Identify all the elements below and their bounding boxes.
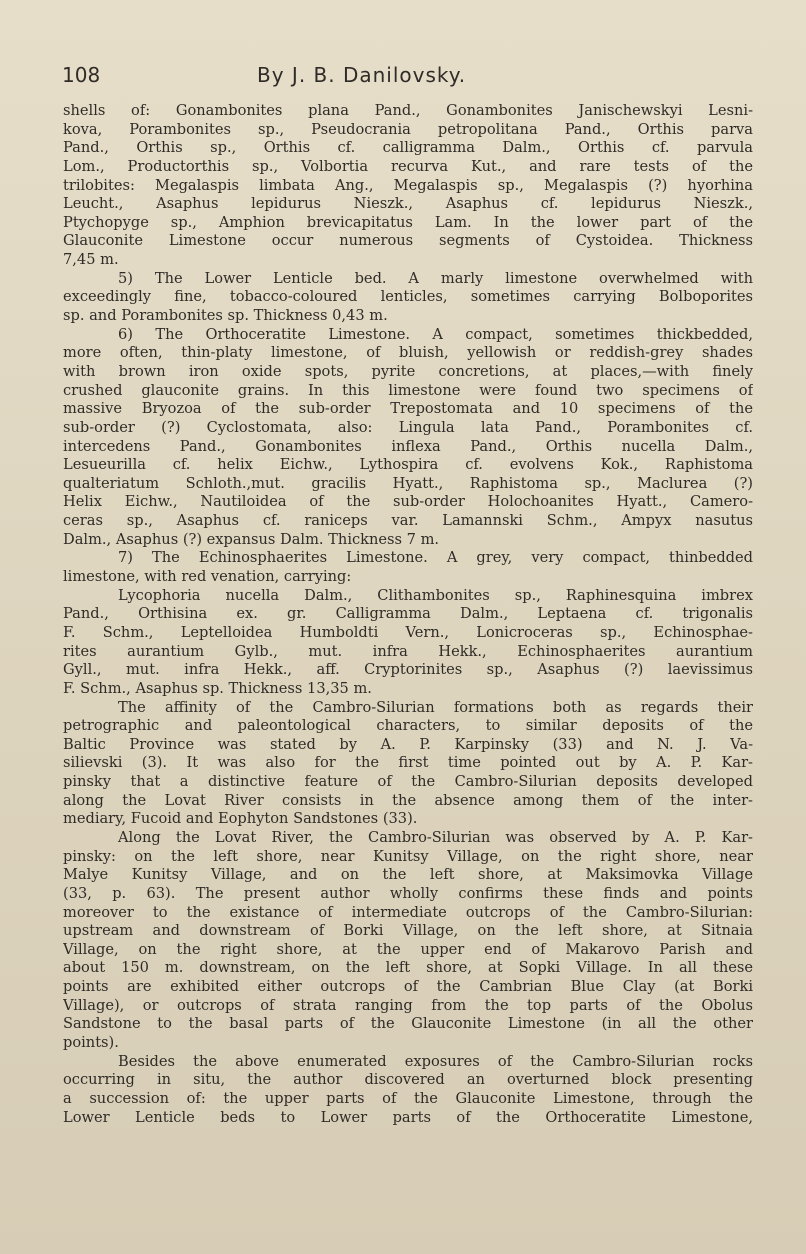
text-line: points). <box>63 1034 119 1052</box>
text-line: moreover to the existance of intermediate outcrops of the Cambro-Silurian: <box>63 903 753 921</box>
text-line: Malye Kunitsy Village, and on the left shore, at Maksimovka Village <box>63 866 753 884</box>
text-line: Village, on the right shore, at the upper end of Makarovo Parish and <box>63 940 753 958</box>
running-head: By J. B. Danilovsky. <box>257 63 467 87</box>
text-line: petrographic and paleontological characters, to similar deposits of the <box>63 717 753 735</box>
text-line: Along the Lovat River, the Cambro-Silurian was observed by A. P. Kar- <box>118 828 753 846</box>
text-line: 7,45 m. <box>63 251 119 269</box>
text-line: Pand., Orthis sp., Orthis cf. calligramma Dalm., Orthis cf. parvula <box>63 139 753 157</box>
text-line: (33, p. 63). The present author wholly confirms these finds and points <box>63 884 753 902</box>
text-line: F. Schm., Asaphus sp. Thickness 13,35 m. <box>63 679 372 697</box>
text-line: 5) The Lower Lenticle bed. A marly limestone overwhelmed with <box>118 269 753 287</box>
text-line: pinsky: on the left shore, near Kunitsy Village, on the right shore, near <box>63 847 753 865</box>
text-line: Helix Eichw., Nautiloidea of the sub-order Holochoanites Hyatt., Camero- <box>63 493 753 511</box>
text-line: Sandstone to the basal parts of the Glauconite Limestone (in all the other <box>63 1015 753 1033</box>
text-line: F. Schm., Leptelloidea Humboldti Vern., Lonicroceras sp., Echinosphae- <box>63 623 753 641</box>
text-line: crushed glauconite grains. In this limestone were found two specimens of <box>63 381 753 399</box>
text-line: ceras sp., Asaphus cf. raniceps var. Lamannski Schm., Ampyx nasutus <box>63 512 753 530</box>
text-line: a succession of: the upper parts of the Glauconite Limestone, through the <box>63 1089 753 1107</box>
text-line: more often, thin-platy limestone, of bluish, yellowish or reddish-grey shades <box>63 344 753 362</box>
text-line: exceedingly fine, tobacco-coloured lenticles, sometimes carrying Bolboporites <box>63 288 753 306</box>
text-line: Glauconite Limestone occur numerous segments of Cystoidea. Thickness <box>63 232 753 250</box>
text-line: sp. and Porambonites sp. Thickness 0,43 m. <box>63 307 388 325</box>
text-line: Lom., Productorthis sp., Volbortia recurva Kut., and rare tests of the <box>63 157 753 175</box>
text-line: Dalm., Asaphus (?) expansus Dalm. Thickness 7 m. <box>63 530 440 548</box>
text-line: limestone, with red venation, carrying: <box>63 568 352 586</box>
text-line: Lycophoria nucella Dalm., Clithambonites sp., Raphinesquina imbrex <box>118 586 753 604</box>
text-line: Lower Lenticle beds to Lower parts of the Orthoceratite Limestone, <box>63 1108 753 1126</box>
text-line: 7) The Echinosphaerites Limestone. A grey, very compact, thinbedded <box>118 549 753 567</box>
text-line: Pand., Orthisina ex. gr. Calligramma Dalm., Leptaena cf. trigonalis <box>63 605 753 623</box>
page-number: 108 <box>62 63 101 87</box>
text-line: upstream and downstream of Borki Village, on the left shore, at Sitnaia <box>63 922 753 940</box>
text-line: Gyll., mut. infra Hekk., aff. Cryptorinites sp., Asaphus (?) laevissimus <box>63 661 753 679</box>
text-line: 6) The Orthoceratite Limestone. A compact, sometimes thickbedded, <box>118 325 753 343</box>
article-body <box>63 102 753 1242</box>
text-line: intercedens Pand., Gonambonites inflexa Pand., Orthis nucella Dalm., <box>63 437 753 455</box>
text-line: pinsky that a distinctive feature of the Cambro-Silurian deposits developed <box>63 773 753 791</box>
text-line: with brown iron oxide spots, pyrite concretions, at places,—with finely <box>63 362 753 380</box>
text-line: Leucht., Asaphus lepidurus Nieszk., Asaphus cf. lepidurus Nieszk., <box>63 195 753 213</box>
text-line: points are exhibited either outcrops of the Cambrian Blue Clay (at Borki <box>63 978 753 996</box>
text-line: mediary, Fucoid and Eophyton Sandstones (33). <box>63 810 418 828</box>
text-line: along the Lovat River consists in the absence among them of the inter- <box>63 791 753 809</box>
text-line: Baltic Province was stated by A. P. Karpinsky (33) and N. J. Va- <box>63 735 753 753</box>
page-header <box>62 58 562 92</box>
text-line: Besides the above enumerated exposures of the Cambro-Silurian rocks <box>118 1052 753 1070</box>
text-line: kova, Porambonites sp., Pseudocrania petropolitana Pand., Orthis parva <box>63 120 753 138</box>
text-line: Village), or outcrops of strata ranging from the top parts of the Obolus <box>63 996 753 1014</box>
text-line: sub-order (?) Cyclostomata, also: Lingula lata Pand., Porambonites cf. <box>63 418 753 436</box>
text-line: occurring in situ, the author discovered an overturned block presenting <box>63 1071 753 1089</box>
text-line: rites aurantium Gylb., mut. infra Hekk., Echinosphaerites aurantium <box>63 642 753 660</box>
text-line: massive Bryozoa of the sub-order Trepostomata and 10 specimens of the <box>63 400 753 418</box>
text-line: about 150 m. downstream, on the left shore, at Sopki Village. In all these <box>63 959 753 977</box>
text-line: shells of: Gonambonites plana Pand., Gonambonites Janischewskyi Lesni- <box>63 102 753 119</box>
text-line: Ptychopyge sp., Amphion brevicapitatus Lam. In the lower part of the <box>63 213 753 231</box>
text-line: Lesueurilla cf. helix Eichw., Lythospira cf. evolvens Kok., Raphistoma <box>63 456 753 474</box>
text-line: trilobites: Megalaspis limbata Ang., Megalaspis sp., Megalaspis (?) hyorhina <box>63 176 753 194</box>
text-line: silievski (3). It was also for the first time pointed out by A. P. Kar- <box>63 754 753 772</box>
text-line: The affinity of the Cambro-Silurian formations both as regards their <box>118 698 753 716</box>
text-line: qualteriatum Schloth.,mut. gracilis Hyatt., Raphistoma sp., Maclurea (?) <box>63 474 753 492</box>
